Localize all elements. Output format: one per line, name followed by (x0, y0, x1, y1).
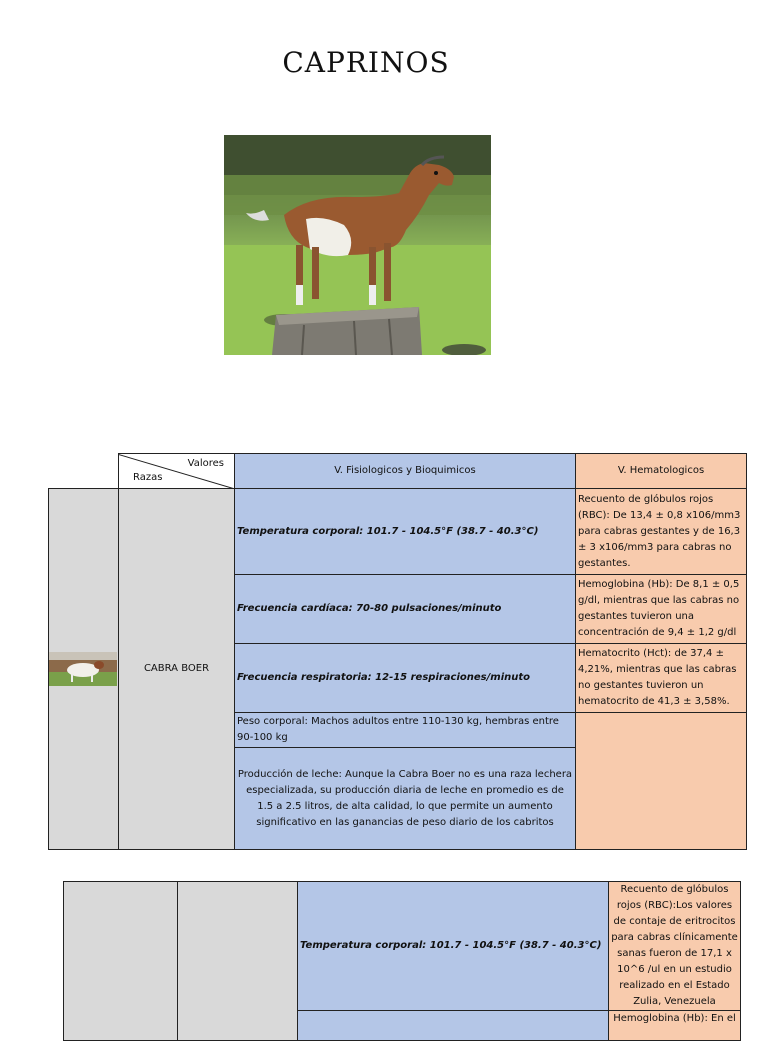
header-razas-label: Razas (133, 472, 163, 483)
hemato-row-2-1: Recuento de glóbulos rojos (RBC):Los valores de contaje de eritrocitos para cabras clínicamente sanas fueron de 17,1 x 10^6 /ul en un estudio realizado en el Estado Zulia, Venezuela (609, 882, 741, 1011)
boer-goat-thumbnail (49, 652, 117, 686)
goat-photo (224, 135, 491, 355)
header-values-label: Valores (187, 458, 224, 469)
breed-name-cell: CABRA BOER (119, 489, 235, 850)
header-hematologicos: V. Hematologicos (576, 454, 747, 489)
breed-thumbnail-cell-2 (64, 882, 178, 1041)
header-corner-cell (119, 454, 235, 489)
hemato-row-2-2: Hemoglobina (Hb): En el (609, 1011, 741, 1041)
page-title: CAPRINOS (282, 46, 450, 79)
fisio-row-4: Peso corporal: Machos adultos entre 110-130 kg, hembras entre 90-100 kg (235, 713, 576, 748)
hemato-row-3: Hematocrito (Hct): de 37,4 ± 4,21%, mientras que las cabras no gestantes tuvieron un hematocrito de 41,3 ± 3,58%. (576, 644, 747, 713)
fisio-row-2: Frecuencia cardíaca: 70-80 pulsaciones/minuto (235, 575, 576, 644)
goat-illustration (224, 135, 491, 355)
blank-corner-cell (49, 454, 119, 489)
fisio-row-3: Frecuencia respiratoria: 12-15 respiraciones/minuto (235, 644, 576, 713)
hemato-empty-cell (576, 713, 747, 850)
breed-thumbnail-cell (49, 489, 119, 850)
fisio-row-1: Temperatura corporal: 101.7 - 104.5°F (38.7 - 40.3°C) (235, 489, 576, 575)
hemato-row-1: Recuento de glóbulos rojos (RBC): De 13,4 ± 0,8 x106/mm3 para cabras gestantes y de 16,3 ± 3 x106/mm3 para cabras no gestantes. (576, 489, 747, 575)
fisio-row-5: Producción de leche: Aunque la Cabra Boer no es una raza lechera especializada, su producción diaria de leche en promedio es de 1.5 a 2.5 litros, de alta calidad, lo que permite un aumento significativo en las ganancias de peso diario de los cabritos (235, 748, 576, 850)
fisio-row-2-1: Temperatura corporal: 101.7 - 104.5°F (38.7 - 40.3°C) (298, 882, 609, 1011)
header-fisiologicos: V. Fisiologicos y Bioquimicos (235, 454, 576, 489)
hemato-row-2: Hemoglobina (Hb): De 8,1 ± 0,5 g/dl, mientras que las cabras no gestantes tuvieron una concentración de 9,4 ± 1,2 g/dl (576, 575, 747, 644)
second-goat-table (63, 881, 741, 1041)
boer-goat-table (48, 453, 747, 850)
fisio-row-2-2 (298, 1011, 609, 1041)
breed-name-cell-2 (178, 882, 298, 1041)
